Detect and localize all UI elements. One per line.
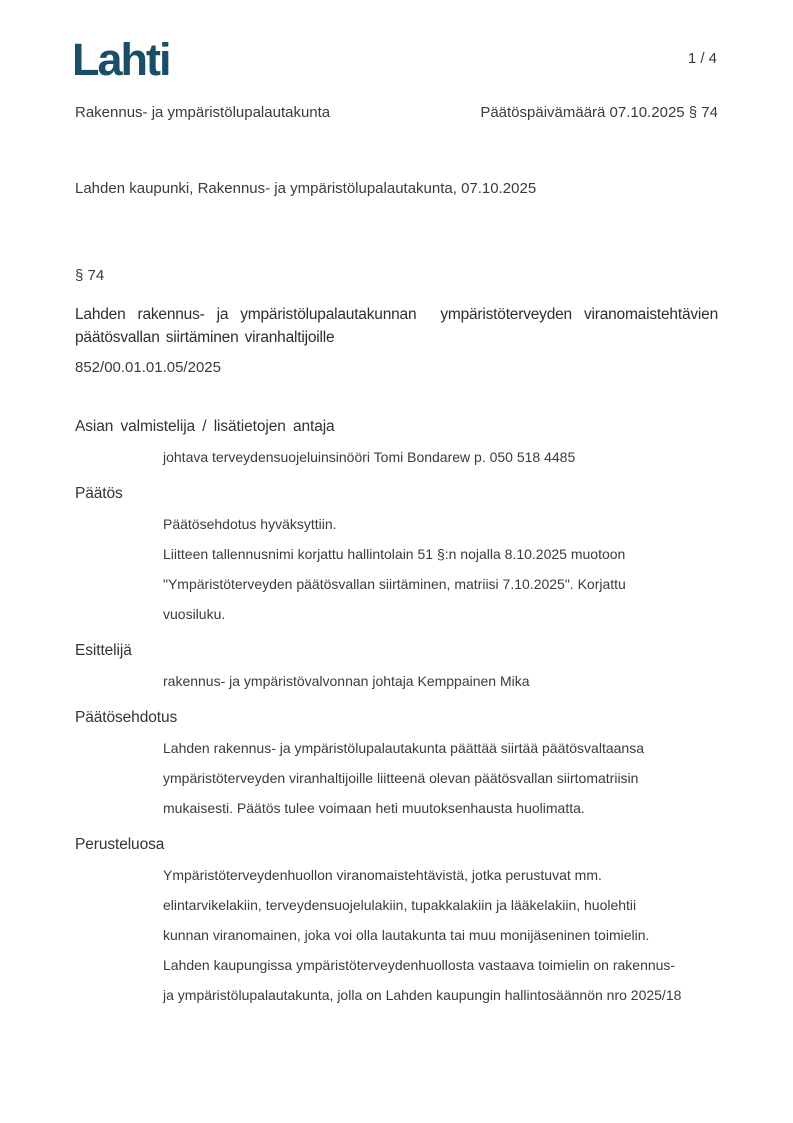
- paragraph: [75, 539, 718, 629]
- document-title: Lahden rakennus- ja ympäristölupalautakunnan ympäristöterveyden viranomaistehtävien päätösvallan siirtäminen viranhaltijoille: [75, 306, 725, 346]
- paragraph: [75, 509, 718, 539]
- page-number: 1 / 4: [687, 50, 717, 67]
- header-decision-date: Päätöspäivämäärä 07.10.2025 § 74: [480, 104, 718, 121]
- document-section: [75, 706, 718, 823]
- paragraph-section-number: § 74: [75, 267, 105, 284]
- document-section: [75, 482, 718, 629]
- document-section: [75, 639, 718, 696]
- paragraph: [75, 733, 718, 823]
- section-paragraphs: [75, 733, 718, 823]
- header-committee: Rakennus- ja ympäristölupalautakunta: [75, 104, 331, 121]
- paragraph-line: Lahden kaupungissa ympäristöterveydenhuollosta vastaava toimielin on rakennus-: [163, 957, 676, 973]
- paragraph-line: Päätösehdotus hyväksyttiin.: [163, 516, 337, 532]
- paragraph: [75, 442, 718, 472]
- paragraph-line: "Ympäristöterveyden päätösvallan siirtäminen, matriisi 7.10.2025". Korjattu: [163, 576, 626, 592]
- document-section: [75, 415, 718, 472]
- document-header: [75, 103, 718, 122]
- paragraph-line: mukaisesti. Päätös tulee voimaan heti muutoksenhausta huolimatta.: [163, 800, 585, 816]
- section-paragraphs: [75, 509, 718, 629]
- organization-line: Lahden kaupunki, Rakennus- ja ympäristölupalautakunta, 07.10.2025: [75, 180, 537, 197]
- diary-number: 852/00.01.01.05/2025: [75, 359, 221, 376]
- lahti-logo: Lahti: [72, 34, 170, 85]
- paragraph-line: Ympäristöterveydenhuollon viranomaistehtävistä, jotka perustuvat mm.: [163, 867, 602, 883]
- paragraph: [75, 860, 718, 1010]
- paragraph-line: kunnan viranomainen, joka voi olla lautakunta tai muu monijäseninen toimielin.: [163, 927, 650, 943]
- paragraph-line: elintarvikelakiin, terveydensuojelulakiin, tupakkalakiin ja lääkelakiin, huolehtii: [163, 897, 637, 913]
- paragraph-line: Liitteen tallennusnimi korjattu hallintolain 51 §:n nojalla 8.10.2025 muotoon: [163, 546, 626, 562]
- paragraph-line: rakennus- ja ympäristövalvonnan johtaja Kemppainen Mika: [163, 673, 530, 689]
- section-heading: Päätösehdotus: [75, 709, 178, 726]
- section-heading: Perusteluosa: [75, 836, 165, 853]
- section-heading: Päätös: [75, 485, 123, 502]
- paragraph-line: vuosiluku.: [163, 606, 226, 622]
- section-paragraphs: [75, 442, 718, 472]
- paragraph-line: Lahden rakennus- ja ympäristölupalautakunta päättää siirtää päätösvaltaansa: [163, 740, 644, 756]
- section-paragraphs: [75, 666, 718, 696]
- paragraph-line: ympäristöterveyden viranhaltijoille liitteenä olevan päätösvallan siirtomatriisin: [163, 770, 639, 786]
- document-body: [75, 415, 718, 1010]
- paragraph-line: johtava terveydensuojeluinsinööri Tomi Bondarew p. 050 518 4485: [163, 449, 576, 465]
- section-heading: Asian valmistelija / lisätietojen antaja: [75, 418, 335, 435]
- paragraph-line: ja ympäristölupalautakunta, jolla on Lahden kaupungin hallintosäännön nro 2025/18: [163, 987, 682, 1003]
- document-section: [75, 833, 718, 1010]
- section-paragraphs: [75, 860, 718, 1010]
- section-heading: Esittelijä: [75, 642, 132, 659]
- paragraph: [75, 666, 718, 696]
